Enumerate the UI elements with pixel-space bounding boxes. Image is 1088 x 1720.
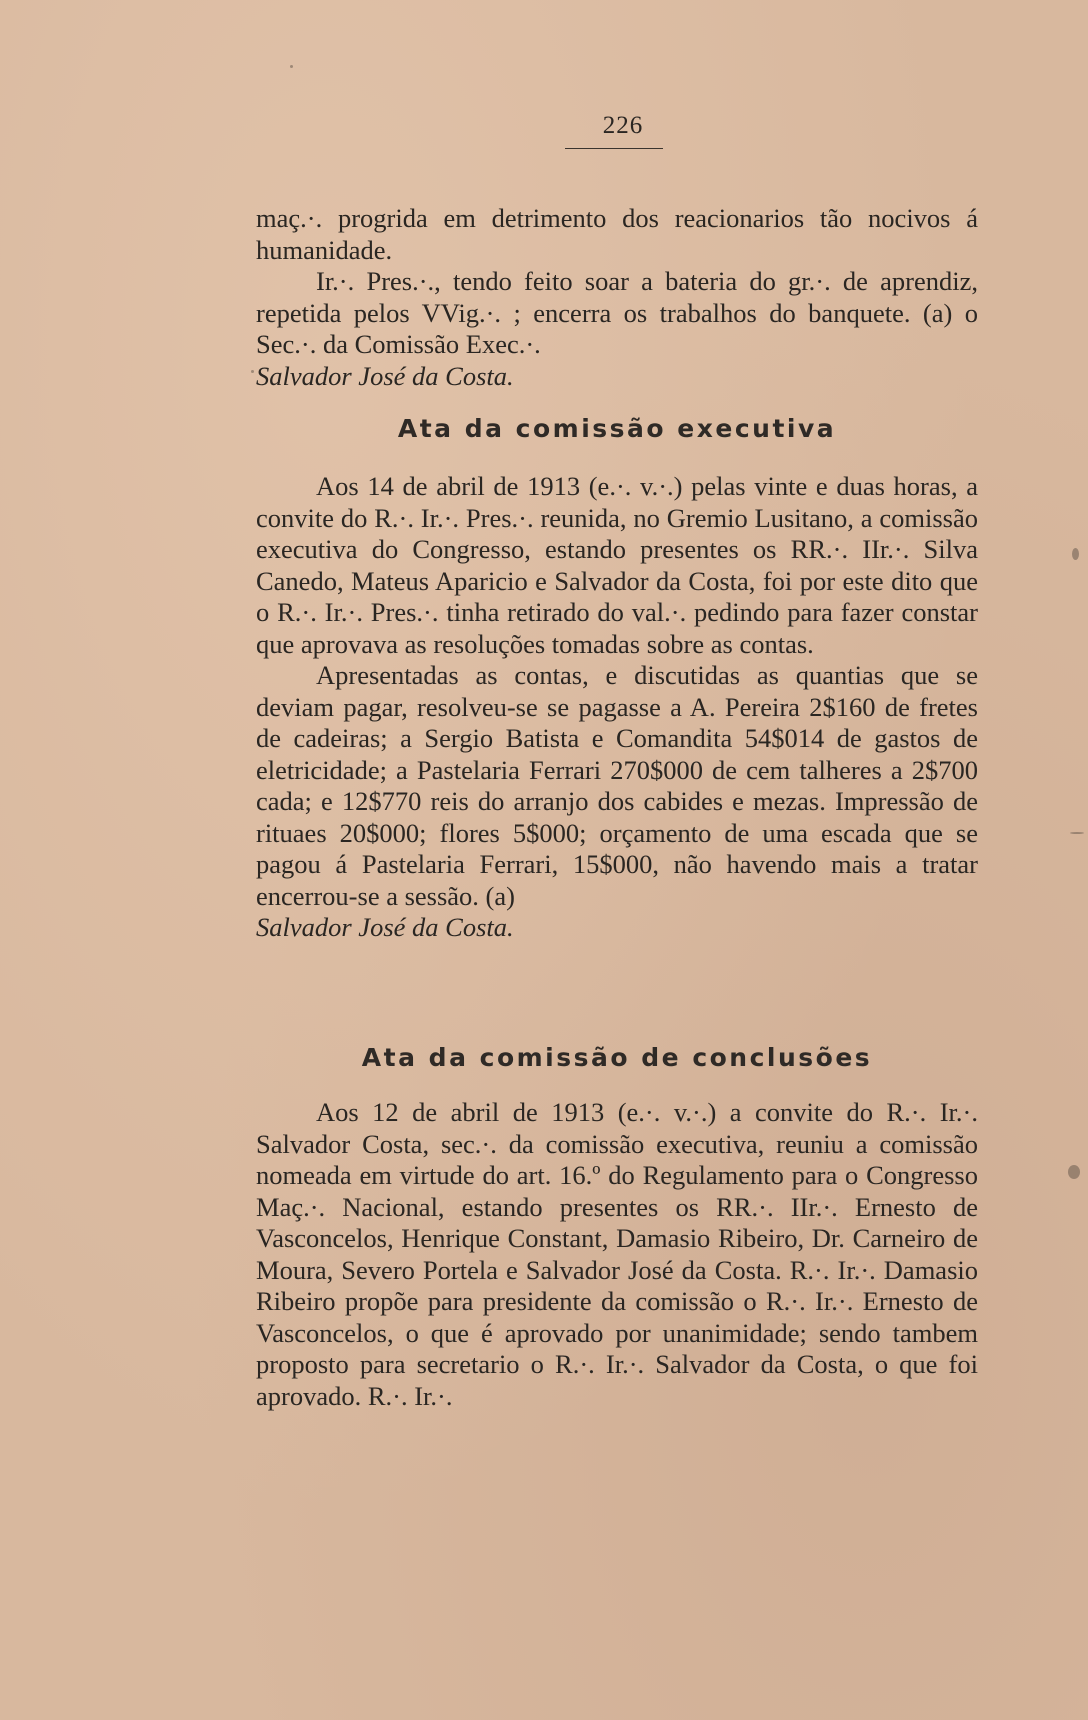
section-conclusoes-body bbox=[256, 1097, 978, 1412]
top-paragraph-closing: Ir.·. Pres.·., tendo feito soar a bateria do gr.·. de aprendiz, repetida pelos VVig.·. ; encerra os trabalhos do banquete. (a) o Sec.·. da Comissão Exec.·. bbox=[256, 266, 978, 359]
section-conclusoes-paragraph-1: Aos 12 de abril de 1913 (e.·. v.·.) a convite do R.·. Ir.·. Salvador Costa, sec.·. da comissão executiva, reuniu a comissão nomeada em virtude do art. 16.º do Regulamento para o Congresso Maç.·. Nacional, estando presentes os RR.·. IIr.·. Ernesto de Vasconcelos, Henrique Constant, Damasio Ribeiro, Dr. Carneiro de Moura, Severo Portela e Salvador José da Costa. R.·. Ir.·. Damasio Ribeiro propõe para presidente da comissão o R.·. Ir.·. Ernesto de Vasconcelos, o que é aprovado por unanimidade; sendo tambem proposto para secretario o R.·. Ir.·. Salvador da Costa, o que foi aprovado. R.·. Ir.·. bbox=[256, 1097, 978, 1411]
top-paragraph bbox=[256, 203, 978, 392]
top-signature: Salvador José da Costa. bbox=[256, 360, 514, 391]
paper-speck bbox=[1070, 832, 1084, 834]
section-executiva-body bbox=[256, 471, 978, 944]
section-executiva-paragraph-2: Apresentadas as contas, e discutidas as quantias que se deviam pagar, resolveu-se se pagasse a A. Pereira 2$160 de fretes de cadeiras; a Sergio Batista e Comandita 54$014 de gastos de eletricidade; a Pastelaria Ferrari 270$000 de cem talheres a 2$700 cada; e 12$770 reis do arranjo dos cabides e mezas. Impressão de rituaes 20$000; flores 5$000; orçamento de uma escada que se pagou á Pastelaria Ferrari, 15$000, não havendo mais a tratar encerrou-se a sessão. (a) bbox=[256, 660, 978, 911]
section-heading-conclusoes: Ata da comissão de conclusões bbox=[361, 1043, 873, 1072]
page-number-rule bbox=[565, 148, 663, 149]
paper-speck bbox=[1068, 1165, 1080, 1179]
section-heading-executiva: Ata da comissão executiva bbox=[397, 414, 837, 443]
top-paragraph-continuation: maç.·. progrida em detrimento dos reacionarios tão nocivos á humanidade. bbox=[256, 203, 978, 265]
paper-speck bbox=[1072, 548, 1079, 560]
section-executiva-paragraph-1: Aos 14 de abril de 1913 (e.·. v.·.) pelas vinte e duas horas, a convite do R.·. Ir.·. Pres.·. reunida, no Gremio Lusitano, a comissão executiva do Congresso, estando presentes os RR.·. IIr.·. Silva Canedo, Mateus Aparicio e Salvador da Costa, foi por este dito que o R.·. Ir.·. Pres.·. tinha retirado do val.·. pedindo para fazer constar que aprovava as resoluções tomadas sobre as contas. bbox=[256, 471, 978, 659]
section-executiva-signature: Salvador José da Costa. bbox=[256, 912, 514, 942]
page-number: 226 bbox=[602, 112, 644, 139]
paper-speck bbox=[290, 65, 293, 68]
paper-speck bbox=[251, 370, 254, 373]
